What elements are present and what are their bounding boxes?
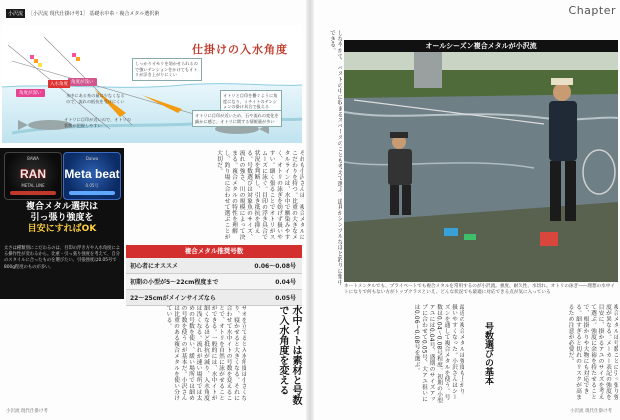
table-row	[126, 258, 302, 274]
shallow-angle-tag: 角度が浅い	[68, 78, 97, 86]
page-header	[6, 8, 159, 18]
bridge-pillar	[414, 52, 442, 88]
right-page	[314, 0, 620, 420]
body-text-column: サオを立てると入水角度は小さくなり、寝かせると大きくなる。それに合わせて水中イトの号数を変えることで、オトリを自然に泳がせることができる。一般的には、水中イトが細くなるほど抵抗が減り、入水角度は浅くなる。流れが速い場所では太めの号数を使い、緩い場所では細めの号数を使うのが基本だ。小沢さんは比重のある複合メタルを使い分けている。	[165, 305, 246, 401]
breadcrumb: ［小沢流 現代仕掛け考1］ 基礎水中糸・複合メタル選択術	[28, 10, 160, 17]
diagram-callout: オトリに目印が近いため、石や流れの変化を細かに感じ、オトリに関する情報量が多い	[192, 110, 282, 127]
entry-angle-label: 入水角度	[50, 82, 68, 87]
series-tag: 小沢流	[8, 10, 24, 17]
body-text-column: 最近の複合メタルは強度も上がり、扱いやすくなった。小沢さんはシーズンを通して複合メタルを使う。号数は0.04〜0.08号程度。初期の小型アユには0.04号、盛期のサイズアップに合わせて0.05号、大アユ狙いには0.06〜0.08号を選ぶ。	[413, 304, 464, 404]
spool-ring	[69, 191, 115, 195]
headline-line-3: 目安にすればOK	[27, 224, 97, 234]
row-label: 22〜25cmがメインサイズなら	[130, 295, 216, 302]
table-row	[126, 290, 302, 306]
meta-sub: 0.05号	[85, 183, 99, 188]
table-row	[126, 274, 302, 290]
page-footer: 小沢流 現代仕掛け考	[6, 409, 48, 414]
row-value: 0.06〜0.08号	[254, 263, 296, 270]
table-title: 複合メタル推奨号数	[126, 245, 302, 258]
row-label: 初期の小型が5〜22cm程度まで	[130, 279, 219, 286]
diagram-callout: オトリと目印を繋ぐように角度になり、ミチイトのテンションの掛け具合で扱える	[220, 90, 282, 113]
entry-angle-diagram	[2, 25, 302, 143]
headline-line-2: 引っ張り強度を	[30, 213, 94, 223]
diagram-title: 仕掛けの入水角度	[192, 43, 288, 56]
ran-spool-image	[4, 152, 62, 200]
river-fishing-photo	[344, 52, 618, 282]
photo-illustration	[344, 52, 618, 282]
body-text-column: それも小沢さんは、複合メタルにこだわりを持つ。比重の大きなメタルラインは、水中で馴染みやすく、オトリの泳ぎを妨げず扱いやすい。細く張ることでオトリがスムーズに泳ぐ。目印の浮き具合で状況を判断し、引き抵抗を抑える。号数選びは対象魚のサイズ、流れの強さ、川の規模によって決まる。複合メタルの特性を理解し、釣り場に合わせて選ぶことが大切だ。	[215, 150, 304, 240]
diagram-callout: オトリに目印が近いので、オトリの状態が把握しやすい	[64, 117, 131, 128]
spine-gutter	[306, 0, 314, 420]
section-heading: 号数選びの基本	[483, 322, 493, 385]
page-footer: 小沢流 現代仕掛け考	[570, 409, 612, 414]
diagram-callout: 水中にある糸の量は少なくなるので、流れの抵抗を受けにくい	[66, 93, 125, 104]
left-page	[0, 0, 306, 420]
headline-line-1: 複合メタル選択は	[25, 202, 98, 212]
section-heading: 水中イトは素材と号数で入水角度を変える	[277, 305, 301, 405]
spool-ring	[10, 191, 56, 195]
metabeat-spool-image	[63, 152, 121, 200]
ran-brand: RAN	[20, 167, 46, 181]
ran-maker: BAWA	[27, 156, 39, 161]
chapter-label: Chapter	[568, 4, 616, 17]
product-caption: 太さは種類別にこだわるのは、目印の浮き方や入水角度による操作性が変わるから。比重・引っ張り強度を考えて、自分のスタイルに合ったものを選びたい。引張強度は0.05号で800g程度のものが多い。	[0, 243, 124, 299]
meta-brand: Meta beat	[64, 167, 120, 181]
row-value: 0.05号	[275, 295, 296, 302]
selection-headline	[0, 202, 124, 235]
recommended-size-table	[126, 245, 302, 305]
meta-maker: Daiwa	[85, 156, 99, 161]
body-text-column: 複合メタルは号数ごとに引っ張り強度が異なる。メーカー表記の強度を目安に、掛かるアユのサイズを考えて選ぶ。強度に余裕を持たせることで、根掛かりや大物にも対応できる。細すぎると切れのリスクが高まるため注意が必要だ。	[567, 304, 618, 400]
photo-title: オールシーズン複合メタルが小沢流	[344, 40, 618, 52]
deep-angle-tag: 角度が深い	[16, 89, 45, 97]
product-panel	[0, 148, 124, 243]
ran-sub: METAL LINE	[21, 183, 45, 188]
diagram-callout: しっかりオモリを効かせられるので強いテンションをかけてもオトリが浮き上がりにくい	[132, 58, 202, 81]
row-value: 0.04号	[275, 279, 296, 286]
body-text-column: しなやかで、ベストの中に収まるスペースのことも考えて選ぶ。道具がシンプルなほど釣りに集中できる。	[328, 30, 342, 286]
photo-caption: ネートメンタルでも、プライベートでも複合メタルを常用するのが小沢流。強度、耐久性、水切れ、オトリの泳ぎ――理想の水中イトになりで何もない方がトップクラスといえ、どんな状況でも最適に対応できる点が気に入っている	[344, 284, 615, 295]
table-body	[126, 258, 302, 306]
row-label: 初心者にオススメ	[130, 263, 178, 270]
